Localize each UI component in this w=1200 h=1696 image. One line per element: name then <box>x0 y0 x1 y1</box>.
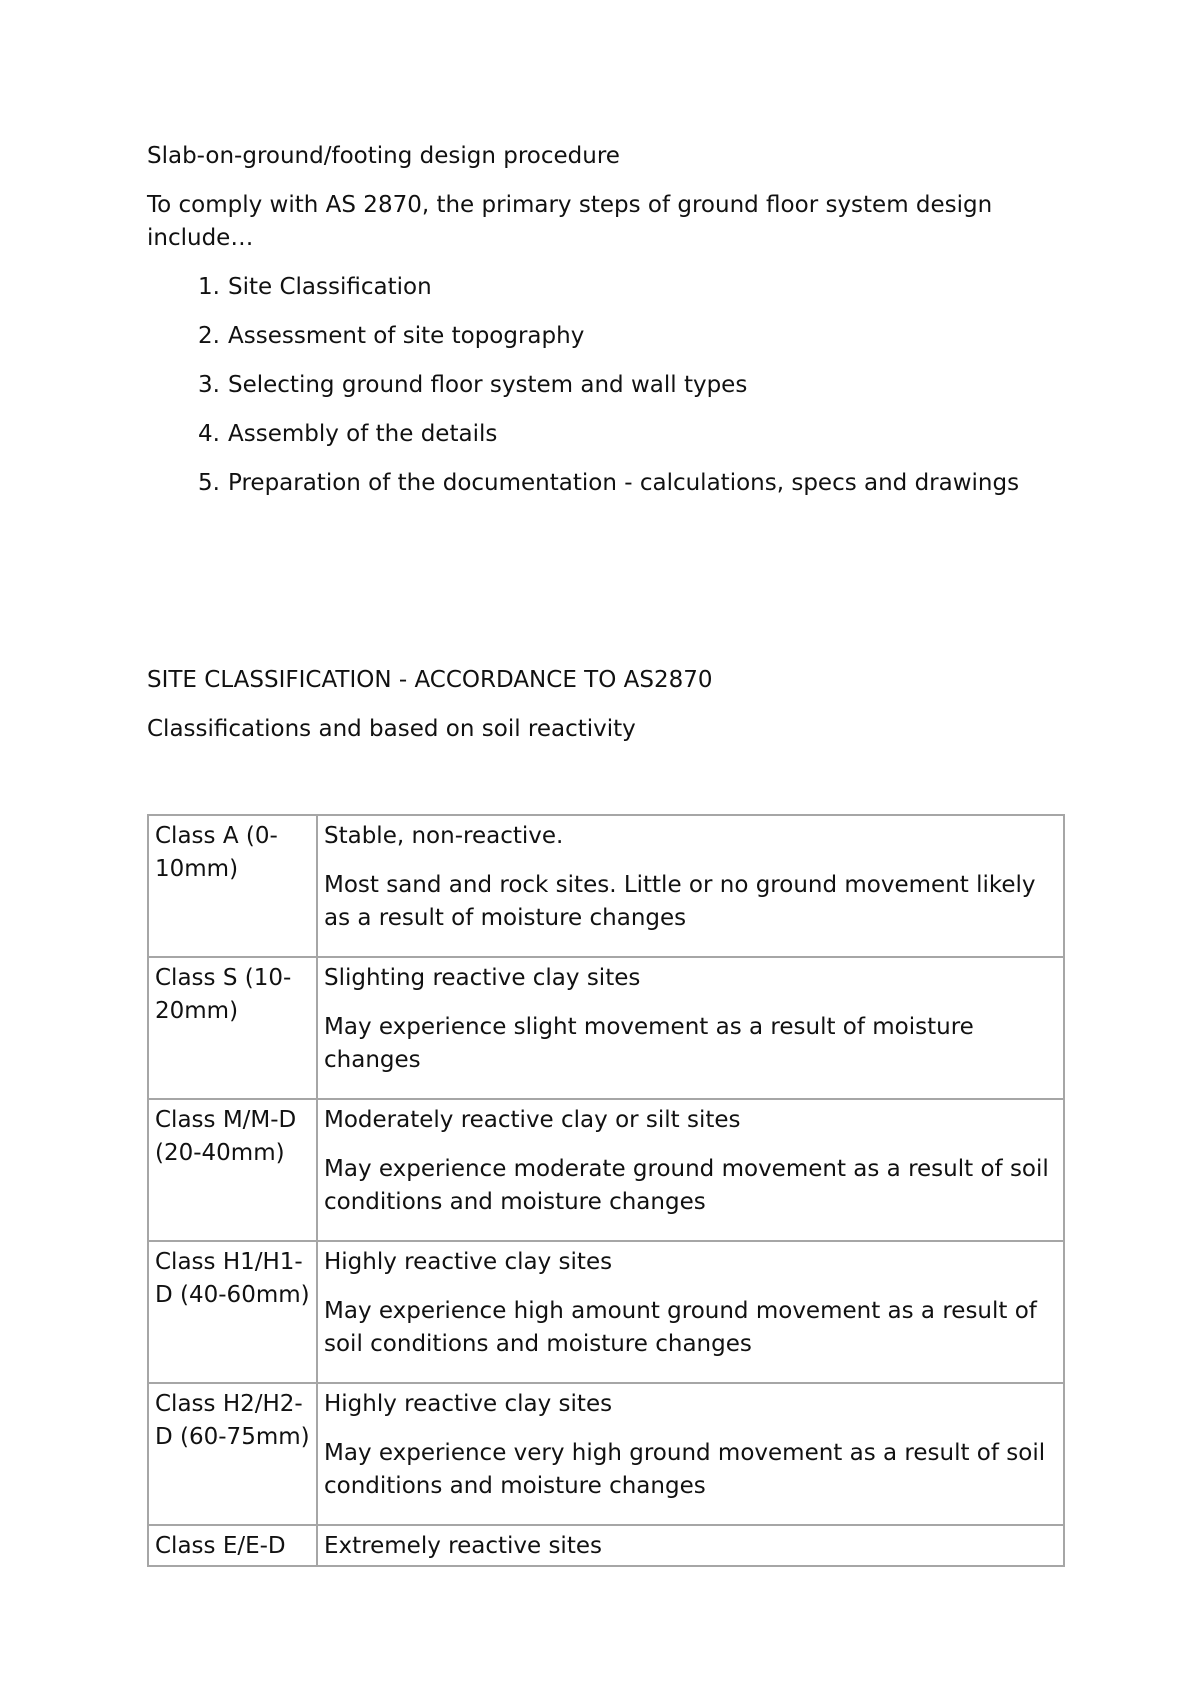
step-text: Assembly of the details <box>228 421 498 447</box>
reactivity-description: May experience moderate ground movement as a result of soil conditions and moisture changes <box>324 1156 1049 1215</box>
reactivity-heading: Slighting reactive clay sites <box>324 965 641 991</box>
table-row <box>148 1383 1064 1525</box>
design-steps-list <box>147 271 1067 500</box>
reactivity-description: May experience high amount ground movement as a result of soil conditions and moisture changes <box>324 1298 1037 1357</box>
step-number: 3. <box>198 372 220 398</box>
section-heading: SITE CLASSIFICATION - ACCORDANCE TO AS2870 <box>147 667 713 693</box>
document-title: Slab-on-ground/footing design procedure <box>147 143 620 169</box>
step-text: Preparation of the documentation - calculations, specs and drawings <box>228 470 1020 496</box>
reactivity-description: Most sand and rock sites. Little or no ground movement likely as a result of moisture changes <box>324 872 1036 931</box>
class-cell: Class H2/H2-D (60-75mm) <box>148 1383 317 1525</box>
reactivity-heading: Extremely reactive sites <box>324 1533 602 1559</box>
step-number: 1. <box>198 274 220 300</box>
step-number: 4. <box>198 421 220 447</box>
description-cell <box>317 1525 1064 1566</box>
reactivity-heading: Moderately reactive clay or silt sites <box>324 1107 741 1133</box>
site-classification-section <box>147 664 1067 762</box>
design-step-item <box>147 467 1067 500</box>
reactivity-description: May experience slight movement as a result of moisture changes <box>324 1014 974 1073</box>
table-row <box>148 1525 1064 1566</box>
step-text: Assessment of site topography <box>228 323 585 349</box>
table-row <box>148 1241 1064 1383</box>
intro-lead-paragraph: To comply with AS 2870, the primary steps of ground floor system design include… <box>147 192 993 251</box>
step-number: 5. <box>198 470 220 496</box>
class-cell: Class A (0-10mm) <box>148 815 317 957</box>
design-step-item <box>147 320 1067 353</box>
section-subheading: Classifications and based on soil reactivity <box>147 716 636 742</box>
reactivity-heading: Highly reactive clay sites <box>324 1249 613 1275</box>
class-cell: Class H1/H1-D (40-60mm) <box>148 1241 317 1383</box>
design-step-item <box>147 369 1067 402</box>
description-cell <box>317 1241 1064 1383</box>
reactivity-heading: Highly reactive clay sites <box>324 1391 613 1417</box>
step-text: Selecting ground floor system and wall types <box>228 372 748 398</box>
class-cell: Class E/E-D <box>148 1525 317 1566</box>
table-row <box>148 1099 1064 1241</box>
site-classification-table <box>147 814 1065 1567</box>
description-cell <box>317 1099 1064 1241</box>
table-row <box>148 815 1064 957</box>
description-cell <box>317 1383 1064 1525</box>
description-cell <box>317 957 1064 1099</box>
class-cell: Class M/M-D (20-40mm) <box>148 1099 317 1241</box>
table-row <box>148 957 1064 1099</box>
description-cell <box>317 815 1064 957</box>
step-text: Site Classification <box>228 274 432 300</box>
class-cell: Class S (10-20mm) <box>148 957 317 1099</box>
step-number: 2. <box>198 323 220 349</box>
reactivity-heading: Stable, non-reactive. <box>324 823 564 849</box>
design-step-item <box>147 418 1067 451</box>
design-step-item <box>147 271 1067 304</box>
reactivity-description: May experience very high ground movement as a result of soil conditions and moisture changes <box>324 1440 1046 1499</box>
intro-section <box>147 140 1067 516</box>
